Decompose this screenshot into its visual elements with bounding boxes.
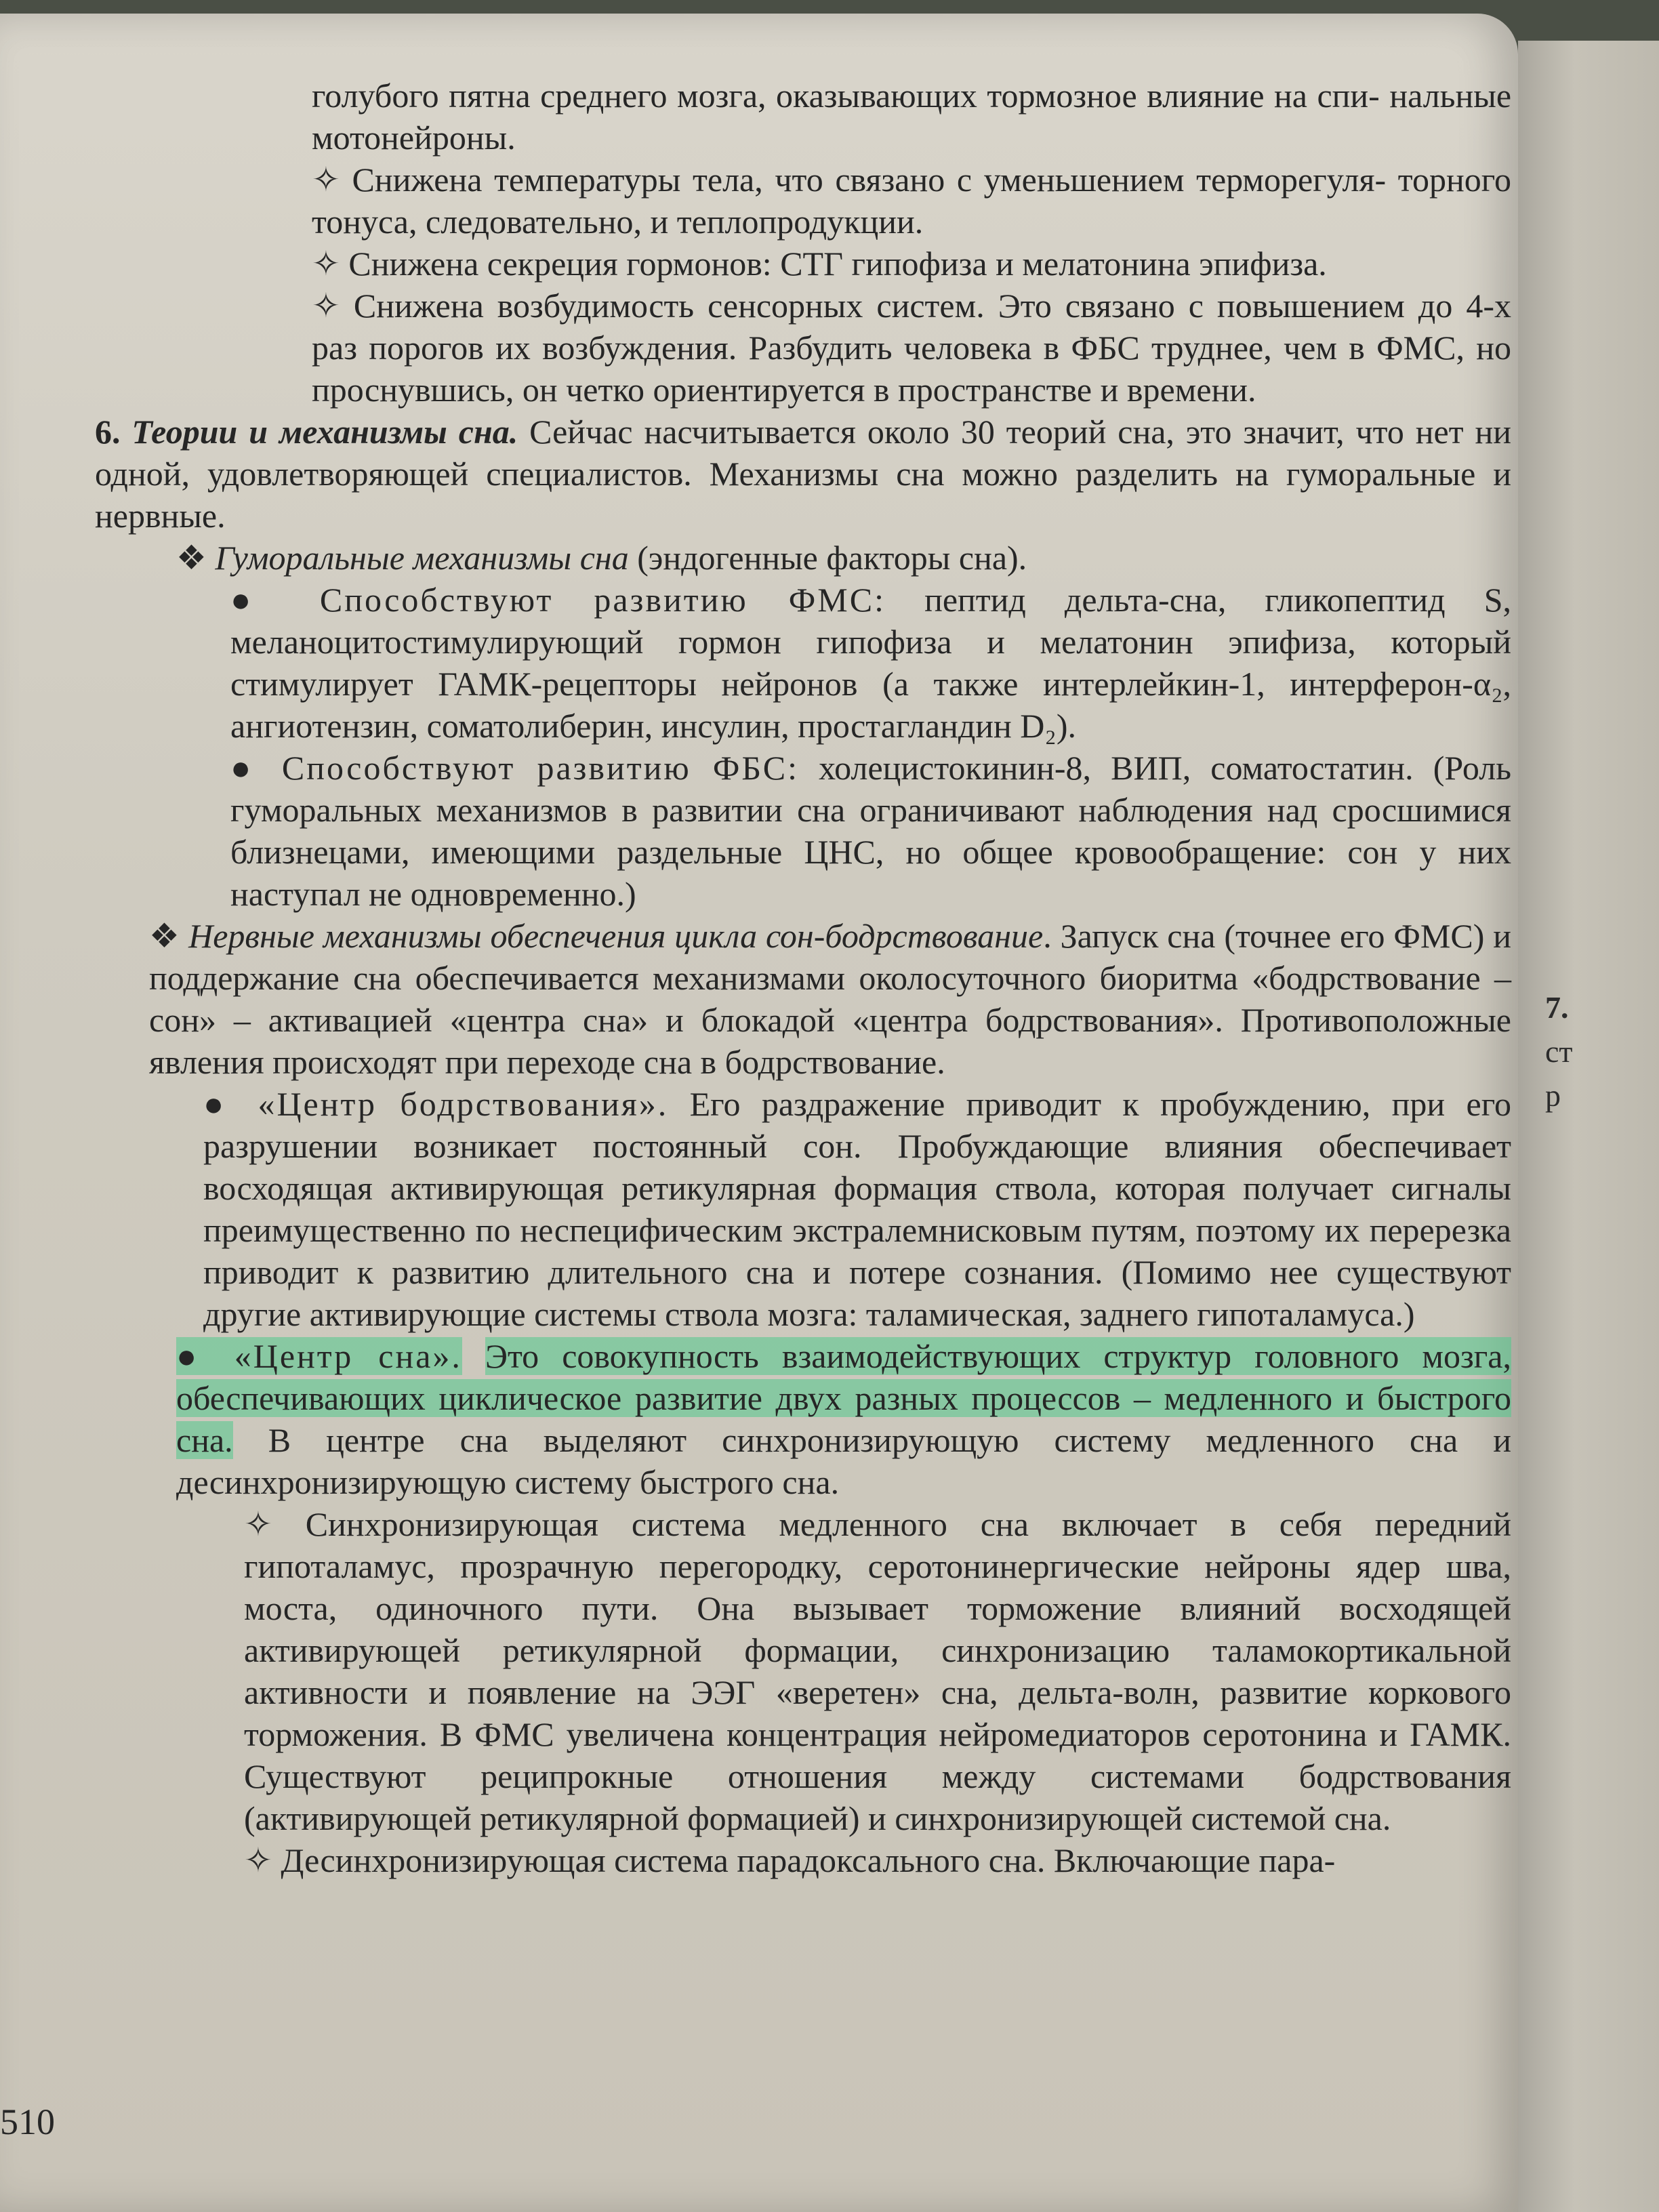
diamond-bullet-icon: ✧	[312, 245, 349, 283]
subsection-humoral: ❖ Гуморальные механизмы сна (эндогенные факторы сна).	[176, 539, 1027, 577]
fleuron-bullet-icon: ❖	[149, 917, 189, 955]
subsection-nervous: ❖ Нервные механизмы обеспечения цикла сон-бодрствование. Запуск сна (точнее его ФМС) и поддержание сна обеспечивается механизмами околосуточного биоритма «бодрствование – сон» – активацией «центра сна» и блокадой «центра бодрствования». Противоположные явления происходят при переходе сна в бодрствование.	[149, 917, 1511, 1081]
fleuron-bullet-icon: ❖	[176, 539, 216, 577]
list-item: ● «Центр сна». Это совокупность взаимодействующих структур головного мозга, обеспечивающих циклическое развитие двух разных процессов – медленного и быстрого сна. В центре сна выделяют синхронизирующую систему медленного сна и десинхронизирующую систему быстрого сна.	[176, 1337, 1512, 1501]
list-item: ✧ Снижена температуры тела, что связано с уменьшением терморегуля- торного тонуса, следовательно, и теплопродукции.	[312, 161, 1512, 241]
next-page-fragment: ст	[1545, 1034, 1573, 1069]
next-page-edge	[1518, 41, 1659, 2212]
diamond-bullet-icon: ✧	[244, 1841, 281, 1879]
page-number: 510	[0, 2102, 55, 2142]
text-line: нальные мотонейроны.	[312, 77, 1512, 157]
section-title: Теории и механизмы сна.	[131, 413, 518, 451]
diamond-bullet-icon: ✧	[312, 287, 354, 325]
list-item: ✧ Синхронизирующая система медленного сна включает в себя передний гипоталамус, прозрачную перегородку, серотонинергические нейроны ядер шва, моста, одиночного пути. Она вызывает торможение влияний восходящей активирующей ретикулярной формации, синхронизацию таламокортикальной активности и появление на ЭЭГ «веретен» сна, дельта-волн, развитие коркового торможения. В ФМС увеличена концентрация нейромедиаторов серотонина и ГАМК. Существуют реципрокные отношения между системами бодрствования (активирующей ретикулярной формацией) и синхронизирующей системой сна.	[244, 1505, 1511, 1837]
highlighted-text: Это совокупность взаимодействующих структур головного мозга, обеспечивающих циклическое развитие двух разных процессов – медленного и быстрого сна.	[176, 1337, 1511, 1459]
next-page-fragment: р	[1545, 1078, 1561, 1113]
dot-bullet-icon: ●	[230, 749, 282, 787]
list-item: ✧ Снижена секреция гормонов: СТГ гипофиза и мелатонина эпифиза.	[312, 245, 1327, 283]
list-item: ● Способствуют развитию ФБС: холецистокинин-8, ВИП, соматостатин. (Роль гуморальных механизмов в развитии сна ограничивают наблюдения над сросшимися близнецами, имеющими раздельные ЦНС, но общее кровообращение: сон у них наступал не одновременно.)	[230, 749, 1512, 913]
next-page-fragment: 7.	[1545, 990, 1569, 1025]
list-item: ✧ Снижена возбудимость сенсорных систем. Это связано с повышением до 4-х раз порогов их возбуждения. Разбудить человека в ФБС труднее, чем в ФМС, но проснувшись, он четко ориентируется в пространстве и времени.	[312, 287, 1511, 409]
highlighted-text: «Центр сна».	[234, 1337, 462, 1375]
dot-bullet-icon: ●	[176, 1337, 234, 1375]
diamond-bullet-icon: ✧	[312, 161, 352, 199]
dot-bullet-icon: ●	[230, 581, 320, 619]
page-text	[95, 75, 1511, 1881]
section-6: 6. Теории и механизмы сна. Сейчас насчитывается около 30 теорий сна, это значит, что нет ни одной, удовлетворяющей специалистов. Механизмы сна можно разделить на гуморальные и нервные.	[95, 413, 1512, 535]
text-line: голубого пятна среднего мозга, оказывающих тормозное влияние на спи-	[312, 77, 1380, 115]
list-item: ● Способствуют развитию ФМС: пептид дельта-сна, гликопептид S, меланоцитостимулирующий гормон гипофиза и мелатонин эпифиза, который стимулирует ГАМК-рецепторы нейронов (а также интерлейкин-1, интерферон-α₂, ангиотензин, соматолиберин, инсулин, простагландин D₂).	[230, 581, 1512, 745]
paragraph	[95, 75, 1511, 159]
list-item: ● «Центр бодрствования». Его раздражение приводит к пробуждению, при его разрушении возникает постоянный сон. Пробуждающие влияния обеспечивает восходящая активирующая ретикулярная формация ствола, которая получает сигналы преимущественно по неспецифическим экстралемнисковым путям, поэтому их перерезка приводит к развитию длительного сна и потере сознания. (Помимо нее существуют другие активирующие системы ствола мозга: таламическая, заднего гипоталамуса.)	[203, 1085, 1511, 1333]
dot-bullet-icon: ●	[203, 1085, 258, 1123]
section-number: 6.	[95, 413, 121, 451]
list-item: ✧ Десинхронизирующая система парадоксального сна. Включающие пара-	[244, 1841, 1336, 1879]
diamond-bullet-icon: ✧	[244, 1505, 306, 1543]
